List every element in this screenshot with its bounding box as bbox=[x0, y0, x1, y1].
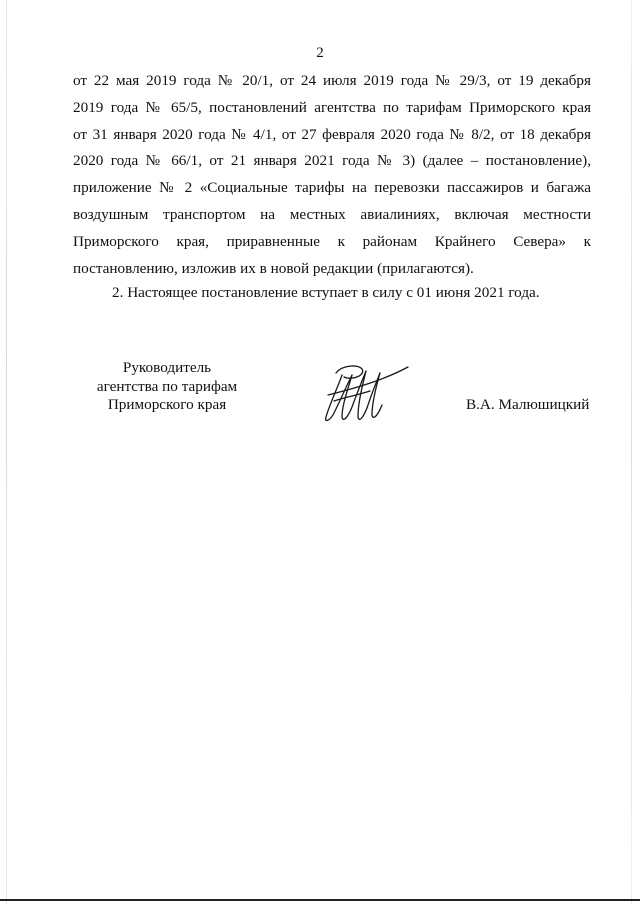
signer-position bbox=[78, 359, 256, 415]
scan-edge-right bbox=[631, 0, 632, 905]
text-line: воздушным транспортом на местных авиалиниях, включая местности bbox=[73, 205, 591, 223]
scan-bottom-edge bbox=[0, 899, 640, 901]
signer-position-line: Руководитель bbox=[122, 359, 212, 376]
signature-icon bbox=[312, 355, 412, 430]
paragraph-1 bbox=[73, 68, 591, 282]
paragraph-2: 2. Настоящее постановление вступает в силу с 01 июня 2021 года. bbox=[112, 284, 540, 301]
signer-position-line: агентства по тарифам bbox=[96, 377, 238, 395]
scan-edge-left bbox=[6, 0, 7, 905]
signer-position-line: Приморского края bbox=[107, 396, 227, 413]
text-line-last: постановлению, изложив их в новой редакции (прилагаются). bbox=[73, 259, 474, 277]
text-line: 2019 года № 65/5, постановлений агентства по тарифам Приморского края bbox=[73, 98, 591, 116]
text-line: Приморского края, приравненные к районам Крайнего Севера» к bbox=[73, 232, 591, 250]
text-line: приложение № 2 «Социальные тарифы на перевозки пассажиров и багажа bbox=[73, 179, 591, 197]
signer-name: В.А. Малюшицкий bbox=[466, 396, 590, 413]
text-line: от 31 января 2020 года № 4/1, от 27 февраля 2020 года № 8/2, от 18 декабря bbox=[73, 125, 591, 143]
text-line: 2020 года № 66/1, от 21 января 2021 года № 3) (далее – постановление), bbox=[73, 152, 591, 170]
page-number: 2 bbox=[316, 45, 324, 61]
text-line: от 22 мая 2019 года № 20/1, от 24 июля 2019 года № 29/3, от 19 декабря bbox=[73, 72, 591, 89]
